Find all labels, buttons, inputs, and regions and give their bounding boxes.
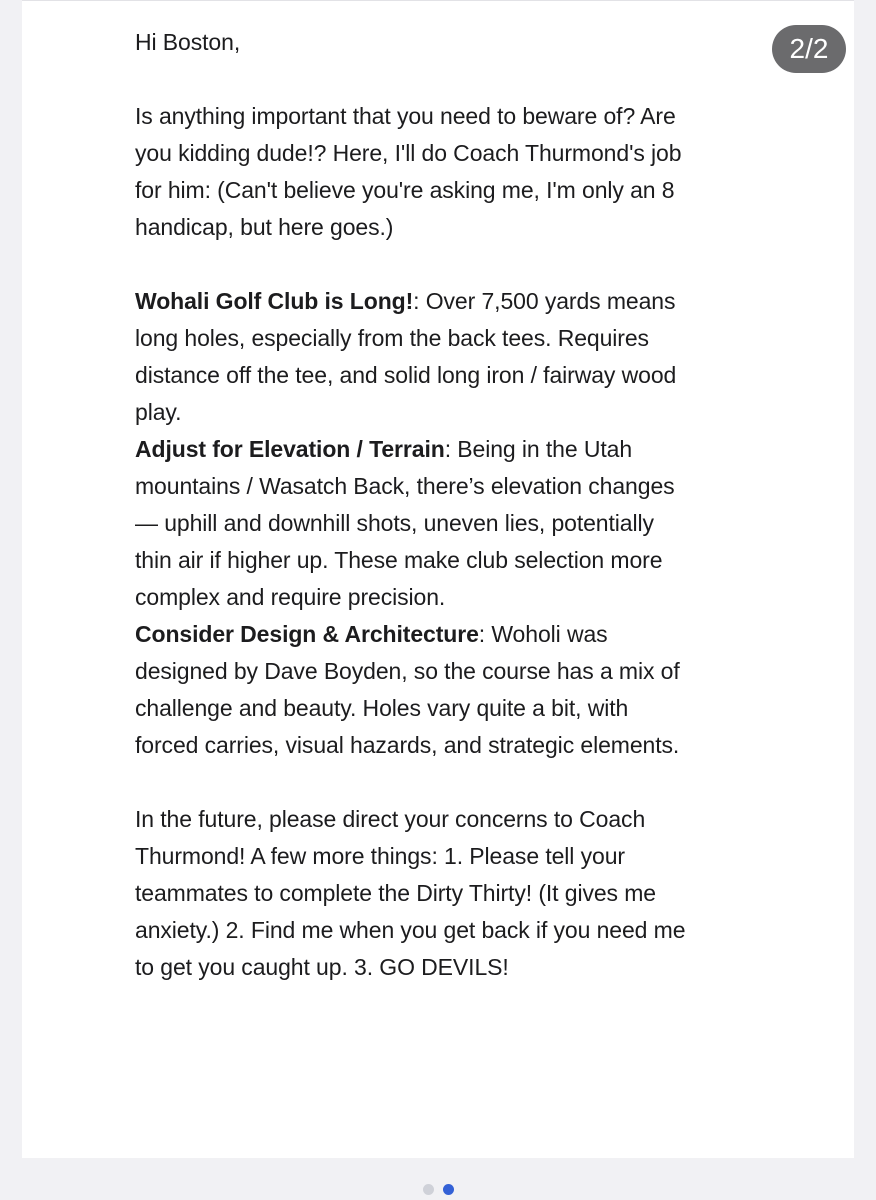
tip-heading: Consider Design & Architecture [135, 621, 479, 647]
email-greeting: Hi Boston, [135, 29, 241, 55]
tip-paragraph [135, 616, 695, 764]
tip-text: : Over 7,500 yards means long holes, especially from the back tees. Requires distance off the tee, and solid long iron / fairway wood play. [135, 288, 677, 425]
tip-paragraph [135, 283, 695, 431]
tip-text: : Woholi was designed by Dave Boyden, so the course has a mix of challenge and beauty. Holes vary quite a bit, with forced carries, visual hazards, and strategic elements. [135, 621, 680, 758]
email-intro: Is anything important that you need to beware of? Are you kidding dude!? Here, I'll do Coach Thurmond's job for him: (Can't believe you're asking me, I'm only an 8 handicap, but here goes.) [135, 103, 682, 240]
top-divider [22, 0, 854, 1]
tip-heading: Adjust for Elevation / Terrain [135, 436, 445, 462]
page-dot-2[interactable] [443, 1184, 454, 1195]
email-body [135, 24, 695, 986]
tip-text: : Being in the Utah mountains / Wasatch Back, there’s elevation changes — uphill and downhill shots, uneven lies, potentially thin air if higher up. These make club selection more complex and require precision. [135, 436, 675, 610]
left-margin [0, 0, 22, 1158]
tip-heading: Wohali Golf Club is Long! [135, 288, 414, 314]
email-closing: In the future, please direct your concerns to Coach Thurmond! A few more things: 1. Please tell your teammates to complete the Dirty Thirty! (It gives me anxiety.) 2. Find me when you get back if you need me to get you caught up. 3. GO DEVILS! [135, 806, 686, 980]
page-counter-badge: 2/2 [772, 25, 846, 73]
paragraph-gap [135, 61, 695, 98]
page-dot-1[interactable] [423, 1184, 434, 1195]
paragraph-gap [135, 246, 695, 283]
page-indicator[interactable] [0, 1184, 876, 1196]
paragraph-gap [135, 764, 695, 801]
tip-paragraph [135, 431, 695, 616]
right-margin [854, 0, 876, 1158]
